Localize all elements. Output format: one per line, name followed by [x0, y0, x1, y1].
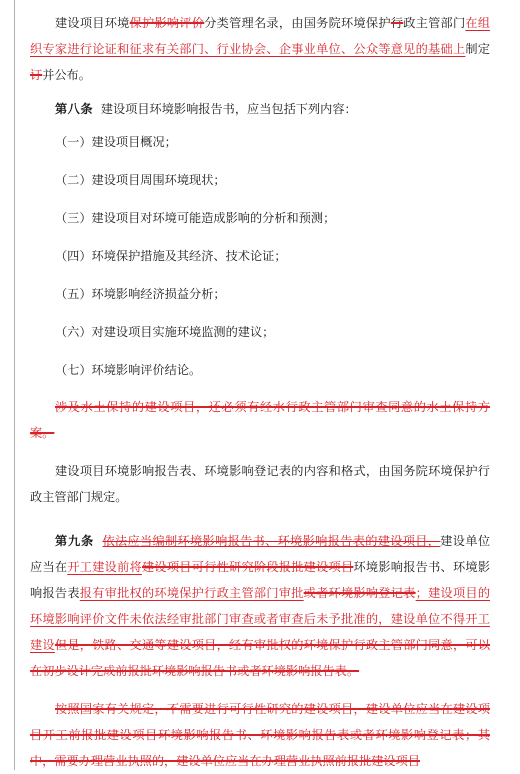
inserted-text: 开工建设前将 — [67, 560, 142, 574]
deleted-text: 订 — [30, 68, 43, 82]
text-span: 制定 — [465, 42, 491, 56]
text-span: 并公布。 — [42, 68, 91, 82]
deleted-paragraph-feasibility: 按照国家有关规定，不需要进行可行性研究的建设项目，建设单位应当在建设项目开工前报批建设项目环境影响报告书、环境影响报告表或者环境影响登记表；其中，需要办理营业执照的，建设单位应当在办理营业执照前报批建设项目 — [30, 702, 490, 768]
article-label: 第八条 — [55, 102, 94, 116]
deleted-text: 或者环境影响登记表 — [303, 586, 416, 600]
inserted-text: 报有审批权的环境保护行政主管部门审批 — [79, 586, 304, 600]
article-label: 第九条 — [55, 534, 95, 548]
deleted-text: 依法应当编制环境影响报告书、环境影响报告表的建设项目， — [102, 534, 441, 548]
text-span: 建设单位应当在 — [30, 534, 491, 574]
deleted-text: 建设项目可行性研究阶段报批建设项目 — [141, 560, 354, 574]
article-9 — [30, 528, 490, 684]
text-span: 建设项目环境 — [55, 16, 130, 30]
list-item: （四）环境保护措施及其经济、技术论证； — [55, 249, 287, 263]
inserted-text: 在组织专家进行论证和征求有关部门、行业协会、企事业单位、公众等意见的基础上 — [30, 16, 491, 56]
inserted-text: ；建设项目的环境影响评价文件未依法经审批部门审查或者审查后未予批准的，建设单位不得开工建设 — [30, 586, 491, 652]
document-page — [30, 0, 490, 774]
list-item: （五）环境影响经济损益分析； — [55, 287, 226, 301]
text-span: 政主管部门 — [403, 16, 466, 30]
deleted-paragraph-soil: 涉及水土保持的建设项目，还必须有经水行政主管部门审查同意的水土保持方案。 — [30, 400, 490, 440]
list-item: （三）建设项目对环境可能造成影响的分析和预测； — [55, 211, 336, 225]
list-item: （二）建设项目周围环境现状； — [55, 173, 226, 187]
list-item: （一）建设项目概况； — [55, 135, 177, 149]
text-span: 分类管理名录，由国务院环境保护 — [204, 16, 391, 30]
paragraph-directory — [30, 10, 490, 88]
paragraph-report-form: 建设项目环境影响报告表、环境影响登记表的内容和格式，由国务院环境保护行政主管部门规定。 — [30, 464, 490, 504]
margin-line — [14, 0, 15, 770]
list-item: （六）对建设项目实施环境监测的建议； — [55, 325, 275, 339]
deleted-text: 行 — [390, 16, 404, 30]
article-8-heading — [30, 96, 490, 122]
deleted-text: 保护影响评价 — [129, 16, 205, 30]
deleted-text: 但是，铁路、交通等建设项目，经有审批权的环境保护行政主管部门同意，可以在初步设计完成前报批环境影响报告书或者环境影响报告表。 — [30, 638, 491, 678]
text-span: 环境影响报告书、环境影响报告表 — [30, 560, 491, 600]
article-text: 建设项目环境影响报告书，应当包括下列内容： — [100, 102, 357, 116]
list-item: （七）环境影响评价结论。 — [55, 363, 202, 377]
